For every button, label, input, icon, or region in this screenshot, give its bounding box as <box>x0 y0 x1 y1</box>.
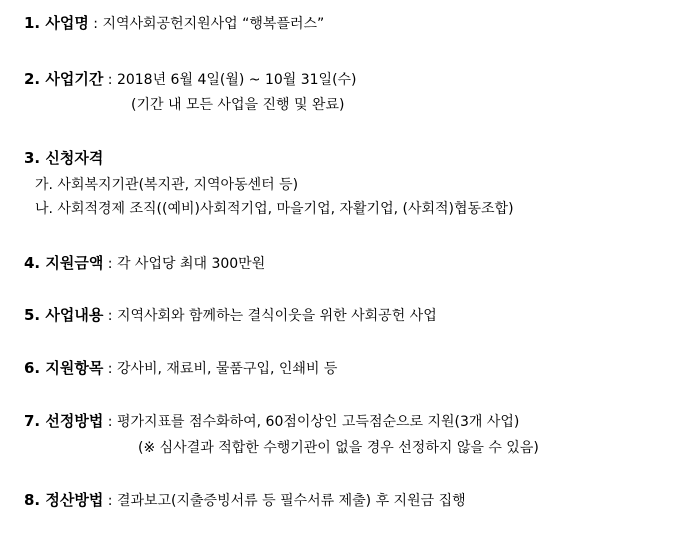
section-5-value: 지역사회와 함께하는 결식이웃을 위한 사회공헌 사업 <box>116 308 437 324</box>
section-3-item-1: 가. 사회복지기관(복지관, 지역아동센터 등) <box>35 177 299 193</box>
section-5-line <box>24 306 437 325</box>
section-7-line <box>24 412 519 431</box>
section-1-value: 지역사회공헌지원사업 “행복플러스” <box>102 16 325 32</box>
section-3-heading: 3. 신청자격 <box>24 149 104 167</box>
section-8-heading: 8. 정산방법 <box>24 491 104 509</box>
section-1-separator: : <box>88 16 103 32</box>
section-4-value: 각 사업당 최대 300만원 <box>116 256 266 272</box>
section-3-line <box>24 149 103 168</box>
section-7-separator: : <box>103 414 117 430</box>
section-4-heading: 4. 지원금액 <box>24 254 104 272</box>
section-8-separator: : <box>103 493 117 509</box>
section-8-line <box>24 491 466 510</box>
section-2-heading: 2. 사업기간 <box>24 70 104 88</box>
section-5-heading: 5. 사업내용 <box>24 306 104 324</box>
section-6-line <box>24 359 337 378</box>
section-7-note: (※ 심사결과 적합한 수행기관이 없을 경우 선정하지 않을 수 있음) <box>138 440 539 456</box>
section-6-value: 강사비, 재료비, 물품구입, 인쇄비 등 <box>116 361 338 377</box>
section-2-line <box>24 70 357 89</box>
section-7-value: 평가지표를 점수화하여, 60점이상인 고득점순으로 지원(3개 사업) <box>116 414 520 430</box>
section-1-line <box>24 14 324 33</box>
section-2-value: 2018년 6월 4일(월) ~ 10월 31일(수) <box>116 72 357 88</box>
section-6-separator: : <box>103 361 117 377</box>
section-5-separator: : <box>103 308 117 324</box>
section-8-value: 결과보고(지출증빙서류 등 필수서류 제출) 후 지원금 집행 <box>116 493 466 509</box>
section-4-separator: : <box>103 256 117 272</box>
section-3-item-2: 나. 사회적경제 조직((예비)사회적기업, 마을기업, 자활기업, (사회적)협동조합) <box>35 201 514 217</box>
section-7-heading: 7. 선정방법 <box>24 412 104 430</box>
section-2-separator: : <box>103 72 117 88</box>
section-2-note: (기간 내 모든 사업을 진행 및 완료) <box>131 97 345 113</box>
section-4-line <box>24 254 265 273</box>
section-1-heading: 1. 사업명 <box>24 14 89 32</box>
section-6-heading: 6. 지원항목 <box>24 359 104 377</box>
